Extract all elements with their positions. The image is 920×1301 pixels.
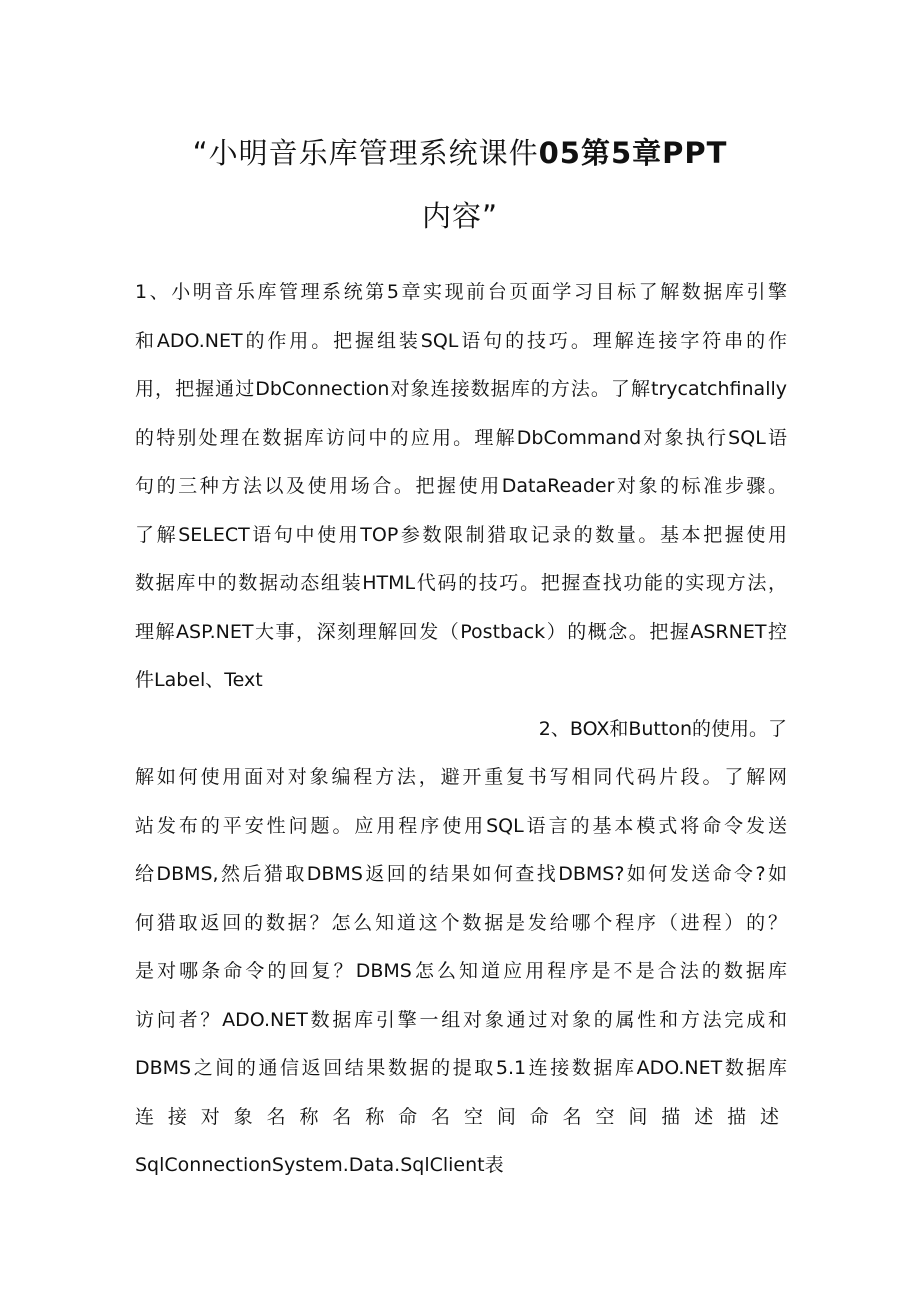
text-line: 的特别处理在数据库访问中的应用。理解DbCommand对象执行SQL语 [135,426,787,449]
text-line: 2、BOX和Button的使用。了 [538,717,787,740]
text-line: 1、小明音乐库管理系统第5章实现前台页面学习目标了解数据库引擎 [135,281,787,303]
text-line: 数据库中的数据动态组装HTML代码的技巧。把握查找功能的实现方法， [135,572,787,594]
text-line: 是对哪条命令的回复？DBMS怎么知道应用程序是不是合法的数据库 [135,960,787,982]
text-line: DBMS之间的通信返回结果数据的提取5.1连接数据库ADO.NET数据库 [135,1057,787,1079]
text-line: 何猎取返回的数据？怎么知道这个数据是发给哪个程序（进程）的？ [135,911,787,934]
text-line: 理解ASP.NET大事，深刻理解回发（Postback）的概念。把握ASRNET控 [135,620,787,643]
text-line: 访问者？ADO.NET数据库引擎一组对象通过对象的属性和方法完成和 [135,1008,787,1031]
text-line: 了解SELECT语句中使用TOP参数限制猎取记录的数量。基本把握使用 [135,523,787,546]
text-line: 用，把握通过DbConnection对象连接数据库的方法。了解trycatchfinally [135,378,787,400]
title-line-1-prefix: “小明音乐库管理系统课件 [192,136,539,170]
document-title [120,122,800,248]
title-line-1 [120,122,800,185]
text-line: 件Label、Text [135,669,263,691]
text-line: 给DBMS,然后猎取DBMS返回的结果如何查找DBMS?如何发送命令?如 [135,863,787,885]
text-line: SqlConnectionSystem.Data.SqlClient表 [135,1154,504,1176]
title-line-2: 内容” [421,199,499,233]
title-line-1-bold: 05第5章PPT [538,136,728,170]
text-line: 解如何使用面对对象编程方法，避开重复书写相同代码片段。了解网 [135,766,787,788]
paragraph-2 [135,705,787,1190]
document-body [135,268,787,1190]
text-line: 和ADO.NET的作用。把握组装SQL语句的技巧。理解连接字符串的作 [135,329,787,352]
paragraph-1 [135,268,787,705]
text-line: 站发布的平安性问题。应用程序使用SQL语言的基本模式将命令发送 [135,814,787,837]
text-line: 句的三种方法以及使用场合。把握使用DataReader对象的标准步骤。 [135,475,787,497]
text-line: 连接对象名称名称命名空间命名空间描述描述 [135,1105,787,1128]
